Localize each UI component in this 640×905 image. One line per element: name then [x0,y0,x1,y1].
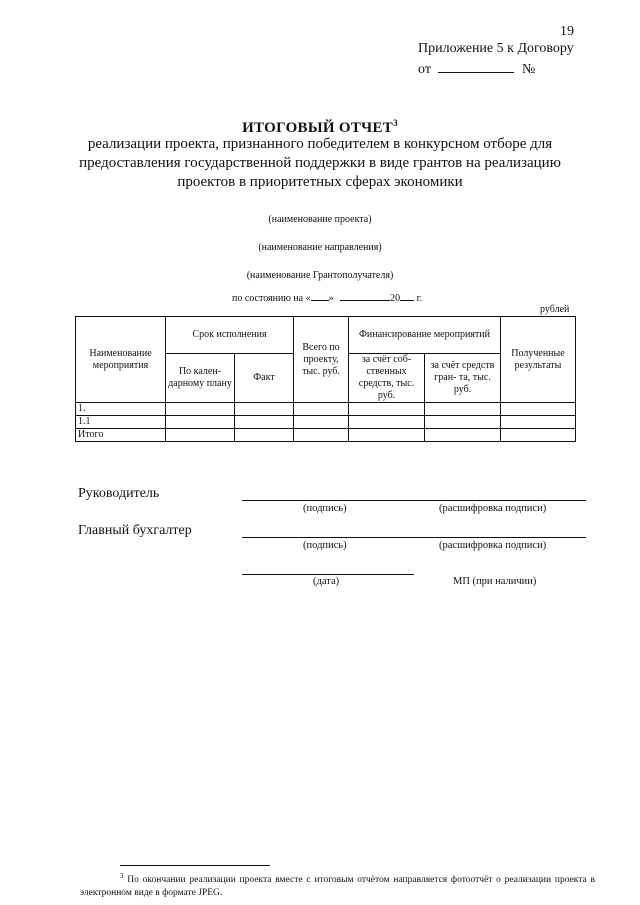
table-cell[interactable] [425,429,501,442]
date-caption: (дата) [313,576,340,587]
table-cell[interactable] [501,416,576,429]
accountant-signature-caption: (подпись) [303,540,347,551]
head-signature-caption: (подпись) [303,503,347,514]
table-cell[interactable] [166,429,235,442]
month-blank [340,291,390,301]
header-total: Всего по проекту, тыс. руб. [294,317,349,403]
report-table [75,316,576,442]
date-line[interactable] [242,574,414,575]
table-cell[interactable] [166,403,235,416]
appendix-number-sign: № [521,62,536,77]
accountant-signature-line[interactable] [242,537,586,538]
as-of-suffix: г. [416,293,423,304]
header-event: Наименование мероприятия [76,317,166,403]
header-term-fact: Факт [235,354,294,403]
table-cell[interactable] [294,416,349,429]
footnote-separator [120,865,270,866]
table-cell[interactable] [349,416,425,429]
year-prefix: 20 [390,293,401,304]
table-cell[interactable] [294,429,349,442]
table-cell[interactable] [235,403,294,416]
footnote-text: По окончании реализации проекта вместе с итоговым отчётом направляется фотоотчёт о реализации проекта в электронном виде в формате JPEG. [80,875,596,899]
table-cell[interactable] [235,429,294,442]
accountant-label: Главный бухгалтер [78,523,192,538]
table-cell[interactable] [501,429,576,442]
row-label: 1. [76,403,166,416]
table-cell[interactable] [349,403,425,416]
row-label: Итого [76,429,166,442]
accountant-decoding-caption: (расшифровка подписи) [439,540,547,551]
as-of-date [232,291,422,304]
contract-date-blank [438,60,514,73]
appendix-date-prefix: от [418,62,431,77]
direction-name-caption: (наименование направления) [258,242,382,253]
currency-label: рублей [540,304,570,315]
project-name-caption: (наименование проекта) [268,214,372,225]
row-label: 1.1 [76,416,166,429]
recipient-name-caption: (наименование Грантополучателя) [246,270,394,281]
report-subtitle: реализации проекта, признанного победителем в конкурсном отборе для предоставления государственной поддержки в виде грантов на реализацию проектов в приоритетных сферах экономики [79,136,561,190]
title-footnote-mark: 3 [393,118,398,128]
header-funding-grant: за счёт средств гран- та, тыс. руб. [425,354,501,403]
header-term: Срок исполнения [166,317,294,354]
appendix-line-2 [418,60,535,78]
table-cell[interactable] [349,429,425,442]
page-number: 19 [560,24,574,39]
header-term-plan: По кален- дарному плану [166,354,235,403]
table-cell[interactable] [425,416,501,429]
report-title-text: ИТОГОВЫЙ ОТЧЕТ [242,120,394,136]
footnote-mark: 3 [120,872,124,880]
table-cell[interactable] [294,403,349,416]
as-of-prefix: по состоянию на « [232,293,311,304]
stamp-caption: МП (при наличии) [453,576,537,587]
table-row [76,403,576,416]
table-row [76,429,576,442]
year-blank [400,291,414,301]
day-blank [311,291,329,301]
head-signature-line[interactable] [242,500,586,501]
header-funding: Финансирование мероприятий [349,317,501,354]
table-cell[interactable] [235,416,294,429]
table-row [76,416,576,429]
head-label: Руководитель [78,486,160,501]
header-results: Полученные результаты [501,317,576,403]
footnote [80,870,595,900]
appendix-line-1: Приложение 5 к Договору [418,41,574,56]
head-decoding-caption: (расшифровка подписи) [439,503,547,514]
as-of-mid: » [328,293,334,304]
header-funding-own: за счёт соб- ственных средств, тыс. руб. [349,354,425,403]
table-cell[interactable] [501,403,576,416]
table-cell[interactable] [166,416,235,429]
table-cell[interactable] [425,403,501,416]
